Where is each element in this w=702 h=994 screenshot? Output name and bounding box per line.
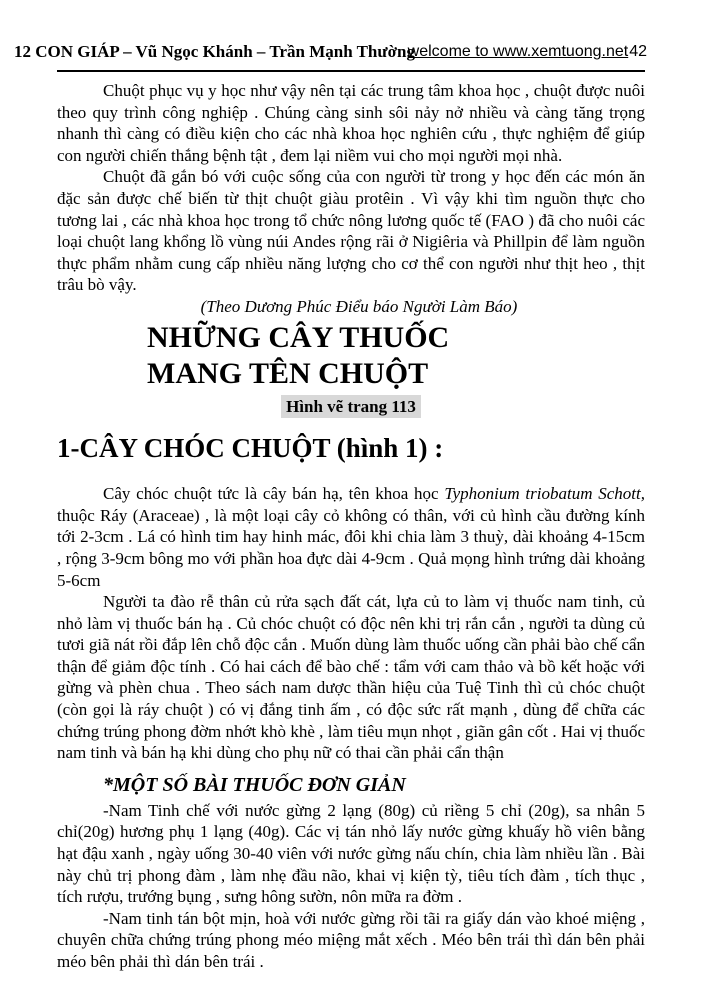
figure-caption: Hình vẽ trang 113 xyxy=(281,395,421,419)
plant-description-paragraph xyxy=(57,483,645,591)
article-title xyxy=(147,320,645,392)
section-1-heading: 1-CÂY CHÓC CHUỘT (hình 1) : xyxy=(57,433,444,464)
website-link[interactable]: welcome to www.xemtuong.net xyxy=(407,43,629,60)
remedy-paragraph-2: -Nam tinh tán bột mịn, hoà với nước gừng rồi tãi ra giấy dán vào khoé miệng , chuyên chữa chứng trúng phong méo miệng mắt xếch . Méo bên trái thì dán bên phải méo bên phải thì dán bên trái . xyxy=(57,908,645,971)
plant-description-text-before: Cây chóc chuột tức là cây bán hạ, tên khoa học xyxy=(103,484,445,504)
article-body xyxy=(57,80,645,973)
preparation-paragraph: Người ta đào rễ thân củ rửa sạch đất cát, lựa củ to làm vị thuốc nam tinh, củ nhỏ làm vị thuốc bán hạ . Củ chóc chuột có độc nên khi trị rắn cắn , người ta dùng củ tươi giã nát rồi đắp lên chỗ độc cắn . Muốn dùng làm thuốc uống cần phải bào chế cẩn thận để giảm độc tính . Có hai cách để bào chế : tẩm với cam thảo và bồ kết hoặc với gừng và phèn chua . Theo sách nam dược thần hiệu của Tuệ Tinh thì củ chóc chuột (còn gọi là ráy chuột ) có vị đắng tinh ấm , có độc sức rất mạnh , dùng để chữa các chứng trúng phong đờm nhớt khò khè , làm tiêu mụn nhọt , giãn gân cốt . Hai vị thuốc nam tinh và bán hạ khi dùng cho phụ nữ có thai cần phải cẩn thận xyxy=(57,592,645,763)
article-title-line-1: NHỮNG CÂY THUỐC xyxy=(147,320,450,354)
intro-paragraph-2: Chuột đã gắn bó với cuộc sống của con người từ trong y học đến các món ăn đặc sản được chế biến từ thịt chuột giàu protêin . Vì vậy khi tìm nguồn thực cho tương lai , các nhà khoa học trong tổ chức nông lương quốc tế (FAO ) đã cho nuôi các loại chuột lang khổng lồ vùng núi Andes rộng rãi ở Nigiêria và Phillpin để làm nguồn thực phẩm nhằm cung cấp nhiều năng lượng cho cơ thể con người như thịt heo , thịt trâu bò vậy. xyxy=(57,167,645,295)
plant-description-text-after: thuộc Ráy (Araceae) , là một loại cây cỏ không có thân, với củ hình cầu đường kính tới 2-3cm . Lá có hình tim hay hinh mác, đôi khi chia làm 3 thuỳ, dài khoảng 4-15cm , rộng 3-9cm bông mo với phần hoa đực dài 4-9cm . Quả mọng hình trứng dài khoảng 5-6cm xyxy=(57,505,645,590)
figure-caption-row xyxy=(57,395,645,419)
source-attribution: (Theo Dương Phúc Điểu báo Người Làm Báo) xyxy=(200,296,518,316)
header-divider xyxy=(57,70,645,72)
page-number: 42 xyxy=(629,43,647,60)
scientific-name: Typhonium triobatum Schott, xyxy=(444,484,645,504)
remedies-heading: *MỘT SỐ BÀI THUỐC ĐƠN GIẢN xyxy=(103,773,406,796)
intro-paragraph-1: Chuột phục vụ y học như vậy nên tại các trung tâm khoa học , chuột được nuôi theo quy trình công nghiệp . Chúng càng sinh sôi nảy nở nhiều và càng tăng trọng nhanh thì càng có điều kiện cho các nhà khoa học nghiên cứu , thực nghiệm để giúp con người chiến thắng bệnh tật , đem lại niềm vui cho mọi người mọi nhà. xyxy=(57,81,645,165)
article-title-line-2: MANG TÊN CHUỘT xyxy=(147,356,429,390)
remedy-paragraph-1: -Nam Tinh chế với nước gừng 2 lạng (80g) củ riềng 5 chỉ (20g), sa nhân 5 chỉ(20g) hương phụ 1 lạng (40g). Các vị tán nhỏ lấy nước gừng khuấy hồ viên bằng hạt đậu xanh , ngày uống 30-40 viên với nước gừng nấu chín, chia làm nhiều lần . Bài này chủ trị phong đàm , làm nhẹ đầu não, khai vị kiện tỳ, tiêu tích đàm , tích thục , tích rượu, trướng bụng , sưng hông sườn, nôn mữa ra đờm . xyxy=(57,800,645,907)
header-book-title: 12 CON GIÁP – Vũ Ngọc Khánh – Trần Mạnh Thường xyxy=(14,42,415,61)
header-right-group xyxy=(408,43,647,61)
